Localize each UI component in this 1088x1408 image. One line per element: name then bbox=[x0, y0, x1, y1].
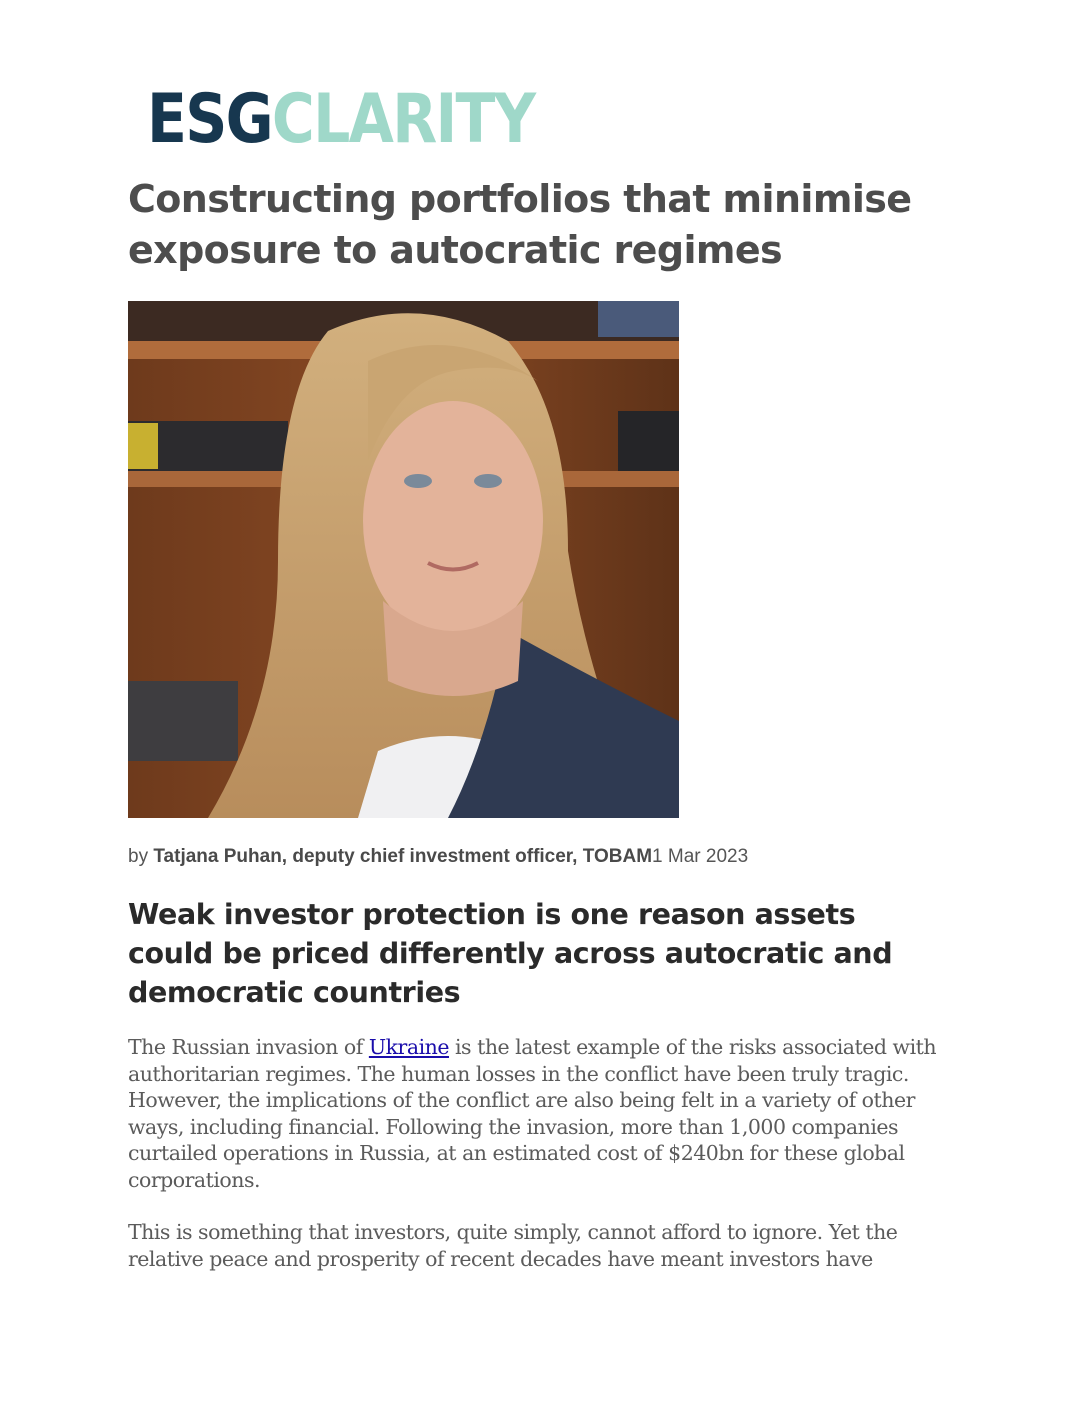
logo-clarity-text: CLARITY bbox=[271, 80, 535, 159]
byline-prefix: by bbox=[128, 846, 154, 867]
ukraine-link[interactable]: Ukraine bbox=[368, 1035, 449, 1059]
body-paragraph-1 bbox=[128, 1034, 958, 1194]
logo-esg-text: ESG bbox=[147, 80, 272, 159]
body-paragraph-2: This is something that investors, quite simply, cannot afford to ignore. Yet the relative peace and prosperity of recent decades have meant investors have bbox=[128, 1220, 898, 1271]
author-name: Tatjana Puhan, deputy chief investment officer, TOBAM bbox=[153, 846, 653, 867]
article-title: Constructing portfolios that minimise exposure to autocratic regimes bbox=[128, 177, 912, 272]
byline bbox=[128, 845, 748, 869]
article-standfirst: Weak investor protection is one reason assets could be priced differently across autocratic and democratic countries bbox=[128, 898, 893, 1009]
publish-date: 1 Mar 2023 bbox=[652, 846, 749, 867]
author-photo bbox=[128, 301, 679, 818]
esg-clarity-logo[interactable] bbox=[147, 80, 535, 159]
p1-text-after: is the latest example of the risks associated with authoritarian regimes. The human losses in the conflict have been truly tragic. However, the implications of the conflict are also being felt in a variety of other ways, including financial. Following the invasion, more than 1,000 companies curtailed operations in Russia, at an estimated cost of $240bn for these global corporations. bbox=[128, 1035, 937, 1192]
p1-text-before: The Russian invasion of bbox=[128, 1035, 369, 1059]
